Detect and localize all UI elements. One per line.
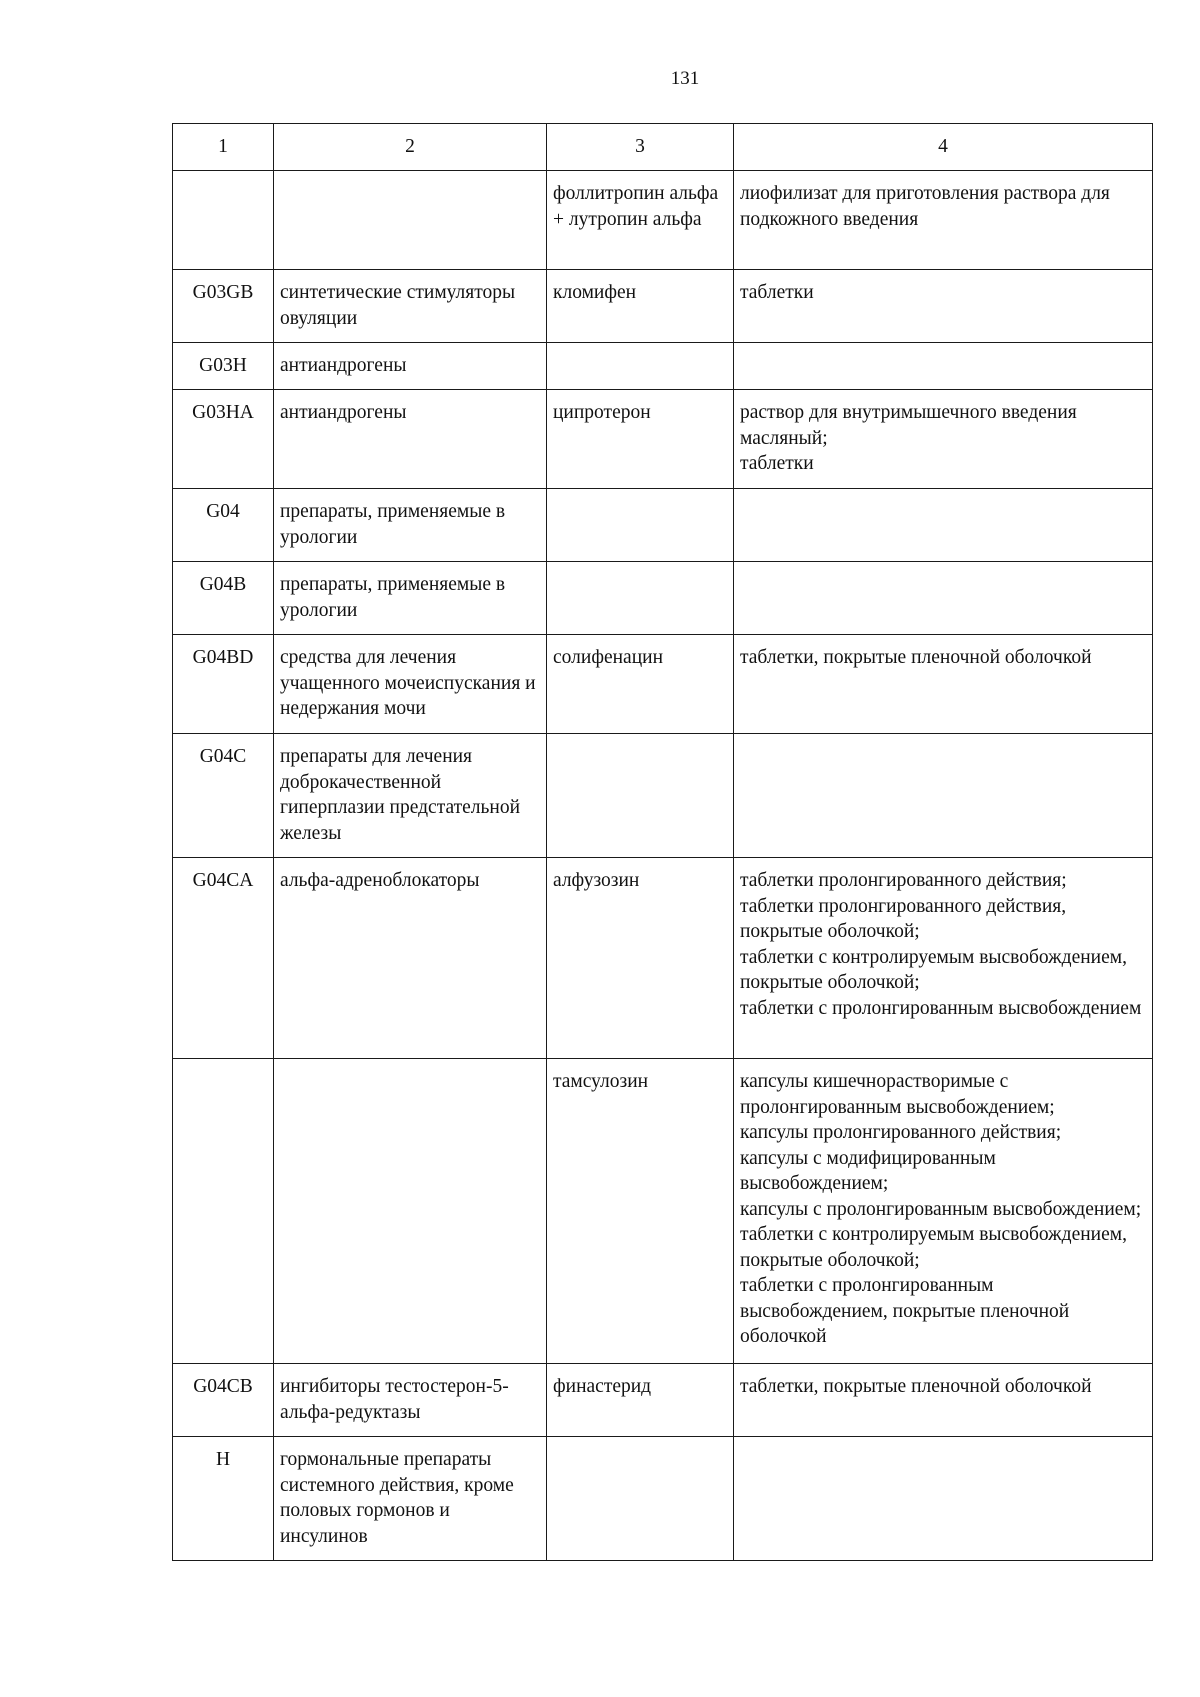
drug-cell <box>547 489 734 562</box>
drug-cell <box>547 343 734 390</box>
dosage-form-cell: капсулы кишечнорастворимые с пролонгированным высвобождением; капсулы пролонгированного действия; капсулы с модифицированным высвобождением; капсулы с пролонгированным высвобождением; таблетки с контролируемым высвобождением, покрытые оболочкой; таблетки с пролонгированным высвобождением, покрытые пленочной оболочкой <box>734 1059 1153 1364</box>
dosage-form-cell: раствор для внутримышечного введения масляный; таблетки <box>734 390 1153 489</box>
table-row <box>173 270 1153 343</box>
code-cell: G04B <box>173 562 274 635</box>
code-cell: G03HA <box>173 390 274 489</box>
table-row <box>173 858 1153 1059</box>
table-row <box>173 1437 1153 1561</box>
table-row <box>173 562 1153 635</box>
group-cell: синтетические стимуляторы овуляции <box>274 270 547 343</box>
drug-cell <box>547 1437 734 1561</box>
group-cell: гормональные препараты системного действия, кроме половых гормонов и инсулинов <box>274 1437 547 1561</box>
table-row <box>173 343 1153 390</box>
dosage-form-cell <box>734 734 1153 858</box>
group-cell: препараты, применяемые в урологии <box>274 562 547 635</box>
code-cell: G04C <box>173 734 274 858</box>
code-cell: G04BD <box>173 635 274 734</box>
code-cell: H <box>173 1437 274 1561</box>
code-cell: G04 <box>173 489 274 562</box>
page-number: 131 <box>670 68 700 89</box>
drug-cell: кломифен <box>547 270 734 343</box>
code-cell: G03H <box>173 343 274 390</box>
drug-cell: финастерид <box>547 1364 734 1437</box>
dosage-form-cell: таблетки <box>734 270 1153 343</box>
header-cell-4: 4 <box>734 124 1153 171</box>
code-cell: G03GB <box>173 270 274 343</box>
dosage-form-cell: таблетки, покрытые пленочной оболочкой <box>734 635 1153 734</box>
dosage-form-cell <box>734 562 1153 635</box>
drug-cell: алфузозин <box>547 858 734 1059</box>
drug-cell: тамсулозин <box>547 1059 734 1364</box>
group-cell: препараты, применяемые в урологии <box>274 489 547 562</box>
dosage-form-cell: таблетки, покрытые пленочной оболочкой <box>734 1364 1153 1437</box>
table-row <box>173 171 1153 270</box>
code-cell <box>173 171 274 270</box>
drug-cell: солифенацин <box>547 635 734 734</box>
header-cell-2: 2 <box>274 124 547 171</box>
table-header-row <box>173 124 1153 171</box>
group-cell <box>274 171 547 270</box>
dosage-form-cell <box>734 343 1153 390</box>
dosage-form-cell: таблетки пролонгированного действия; таблетки пролонгированного действия, покрытые оболочкой; таблетки с контролируемым высвобождением, покрытые оболочкой; таблетки с пролонгированным высвобождением <box>734 858 1153 1059</box>
dosage-form-cell <box>734 1437 1153 1561</box>
group-cell: антиандрогены <box>274 390 547 489</box>
header-cell-3: 3 <box>547 124 734 171</box>
table-row <box>173 734 1153 858</box>
group-cell: ингибиторы тестостерон-5-альфа-редуктазы <box>274 1364 547 1437</box>
code-cell <box>173 1059 274 1364</box>
table-row <box>173 1364 1153 1437</box>
drug-table <box>172 123 1153 1561</box>
group-cell: препараты для лечения доброкачественной гиперплазии предстательной железы <box>274 734 547 858</box>
drug-cell: фоллитропин альфа + лутропин альфа <box>547 171 734 270</box>
drug-cell: ципротерон <box>547 390 734 489</box>
dosage-form-cell <box>734 489 1153 562</box>
group-cell: альфа-адреноблокаторы <box>274 858 547 1059</box>
table-row <box>173 1059 1153 1364</box>
group-cell: средства для лечения учащенного мочеиспускания и недержания мочи <box>274 635 547 734</box>
header-cell-1: 1 <box>173 124 274 171</box>
drug-cell <box>547 734 734 858</box>
dosage-form-cell: лиофилизат для приготовления раствора для подкожного введения <box>734 171 1153 270</box>
table-row <box>173 390 1153 489</box>
table-row <box>173 489 1153 562</box>
code-cell: G04CA <box>173 858 274 1059</box>
table-row <box>173 635 1153 734</box>
group-cell <box>274 1059 547 1364</box>
code-cell: G04CB <box>173 1364 274 1437</box>
drug-cell <box>547 562 734 635</box>
group-cell: антиандрогены <box>274 343 547 390</box>
